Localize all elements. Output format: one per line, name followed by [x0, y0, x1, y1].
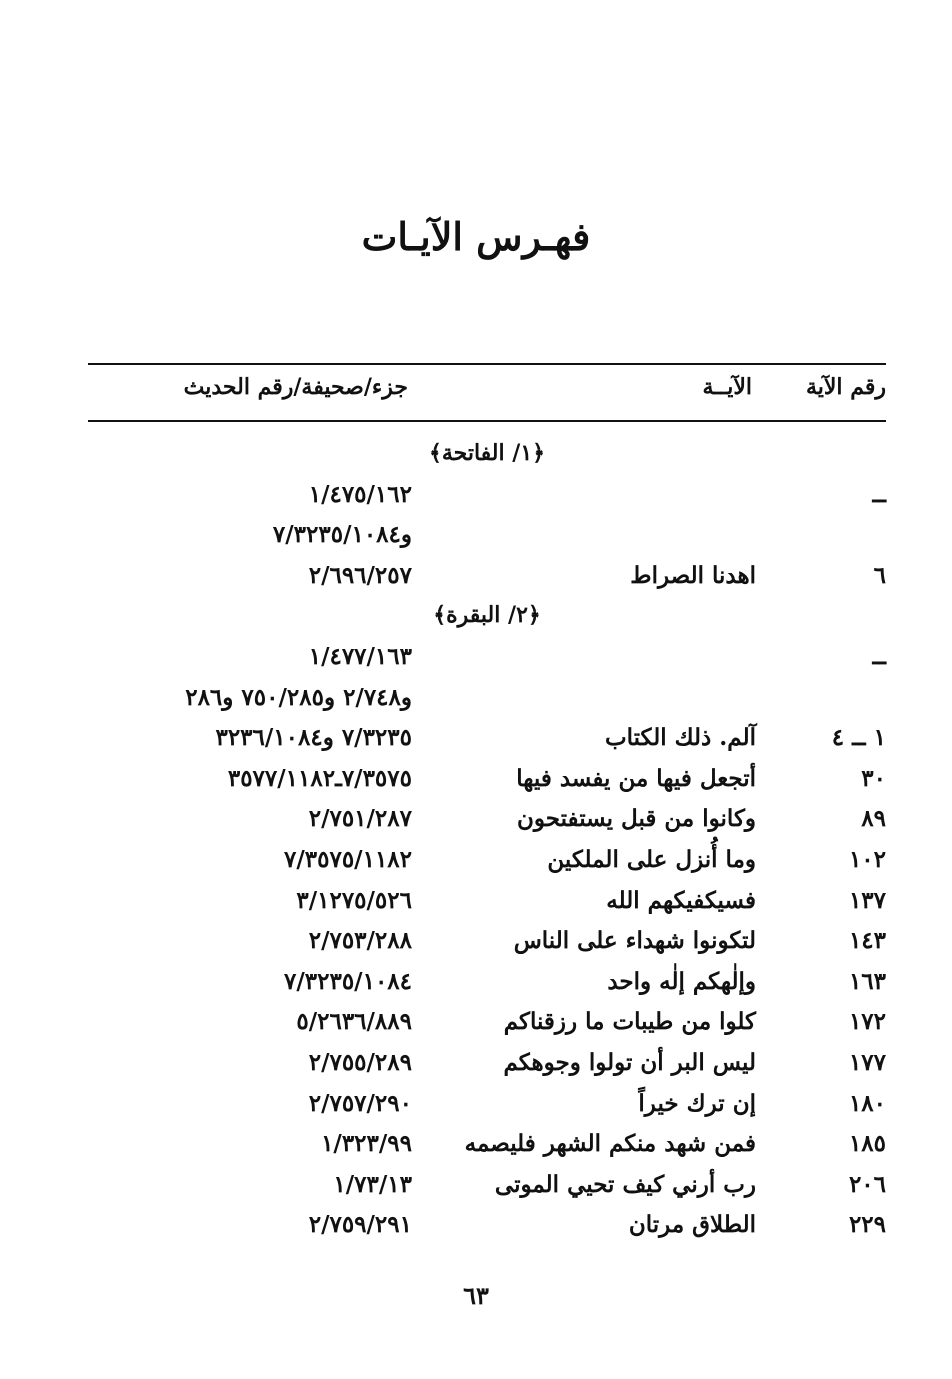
table-row	[88, 515, 886, 556]
hadith-reference: ٢/٧٥٣/٢٨٨	[308, 927, 412, 955]
ayah-text: لتكونوا شهداء على الناس	[513, 927, 756, 955]
ayah-number: ١٧٧	[848, 1048, 886, 1076]
header-reference: جزء/صحيفة/رقم الحديث	[183, 374, 408, 400]
table-row	[88, 759, 886, 800]
hadith-reference: ٧/٣٥٧٥/١١٨٢	[284, 845, 412, 873]
hadith-reference: ٢/٧٥٥/٢٨٩	[308, 1048, 412, 1076]
hadith-reference: ٢/٧٥١/٢٨٧	[308, 805, 412, 833]
table-row	[88, 1043, 886, 1084]
ayah-text: اهدنا الصراط	[630, 561, 756, 589]
hadith-reference: ١/٣٢٣/٩٩	[321, 1130, 412, 1158]
table-header	[88, 366, 886, 418]
ayah-text: آلم. ذلك الكتاب	[604, 724, 756, 752]
table-row	[88, 1165, 886, 1206]
ayah-number: ٢٢٩	[848, 1211, 886, 1239]
hadith-reference: و٧/٣٢٣٥/١٠٨٤	[272, 521, 412, 549]
table-row	[88, 1205, 886, 1246]
table-row	[88, 678, 886, 719]
ayah-text: وكانوا من قبل يستفتحون	[517, 805, 756, 833]
table-row	[88, 718, 886, 759]
ayah-text: كلوا من طيبات ما رزقناكم	[503, 1008, 756, 1036]
surah-heading: ﴿٢/ البقرة﴾	[433, 602, 541, 629]
ayah-text: فسيكفيكهم الله	[606, 886, 756, 914]
ayah-number: ١٤٣	[848, 927, 886, 955]
ayah-text: أتجعل فيها من يفسد فيها	[516, 764, 756, 792]
ayah-text: فمن شهد منكم الشهر فليصمه	[464, 1130, 756, 1158]
table-top-rule	[88, 363, 886, 365]
ayah-number: ١٧٢	[848, 1008, 886, 1036]
hadith-reference: ٢/٦٩٦/٢٥٧	[308, 561, 412, 589]
page-title: فهـرس الآيـات	[361, 214, 591, 259]
ayah-number: ٢٠٦	[848, 1170, 886, 1198]
hadith-reference: و٢/٧٤٨ و٧٥٠/٢٨٥ و٢٨٦	[185, 683, 412, 711]
page-number: ٦٣	[463, 1281, 489, 1310]
table-row	[88, 475, 886, 516]
hadith-reference: ٣/١٢٧٥/٥٢٦	[296, 886, 412, 914]
hadith-reference: ٢/٧٥٩/٢٩١	[308, 1211, 412, 1239]
table-row	[88, 921, 886, 962]
hadith-reference: ٢/٧٥٧/٢٩٠	[308, 1089, 412, 1117]
table-row	[88, 962, 886, 1003]
ayah-text: الطلاق مرتان	[628, 1211, 756, 1239]
index-table-body	[88, 434, 886, 1246]
table-row	[88, 881, 886, 922]
ayah-number: ٨٩	[861, 805, 886, 833]
table-row	[88, 1084, 886, 1125]
ayah-number: ١ ــ ٤	[831, 724, 886, 752]
hadith-reference: ٧/٣٢٣٥/١٠٨٤	[284, 967, 412, 995]
ayah-text: رب أرني كيف تحيي الموتى	[494, 1170, 756, 1198]
ayah-number: ٦	[873, 561, 886, 589]
ayah-number: ــ	[872, 642, 886, 670]
hadith-reference: ٧/٣٢٣٥ و٣٢٣٦/١٠٨٤	[215, 724, 412, 752]
surah-heading: ﴿١/ الفاتحة﴾	[428, 440, 546, 466]
ayah-number: ــ	[872, 480, 886, 508]
table-header-rule	[88, 420, 886, 422]
header-ayah: الآيــة	[702, 374, 752, 400]
table-row	[88, 799, 886, 840]
hadith-reference: ١/٧٣/١٣	[333, 1170, 412, 1198]
ayah-number: ٣٠	[861, 764, 886, 792]
ayah-text: وإلٰهكم إلٰه واحد	[607, 967, 756, 995]
hadith-reference: ٥/٢٦٣٦/٨٨٩	[296, 1008, 412, 1036]
surah-heading-row	[88, 596, 886, 637]
table-row	[88, 1002, 886, 1043]
ayah-number: ١٨٥	[848, 1130, 886, 1158]
ayah-number: ١٨٠	[848, 1089, 886, 1117]
table-row	[88, 1124, 886, 1165]
ayah-text: إن ترك خيراً	[638, 1089, 756, 1117]
header-ayah-number: رقم الآية	[805, 374, 886, 400]
hadith-reference: ١/٤٧٧/١٦٣	[308, 642, 412, 670]
ayah-number: ١٠٢	[848, 845, 886, 873]
table-row	[88, 637, 886, 678]
ayah-text: وما أُنزل على الملكين	[547, 845, 756, 873]
hadith-reference: ٧/٣٥٧٥ـ٣٥٧٧/١١٨٢	[227, 764, 412, 792]
ayah-text: ليس البر أن تولوا وجوهكم	[503, 1048, 756, 1076]
table-row	[88, 556, 886, 597]
surah-heading-row	[88, 434, 886, 475]
hadith-reference: ١/٤٧٥/١٦٢	[308, 480, 412, 508]
ayah-number: ١٦٣	[848, 967, 886, 995]
table-row	[88, 840, 886, 881]
ayah-number: ١٣٧	[848, 886, 886, 914]
